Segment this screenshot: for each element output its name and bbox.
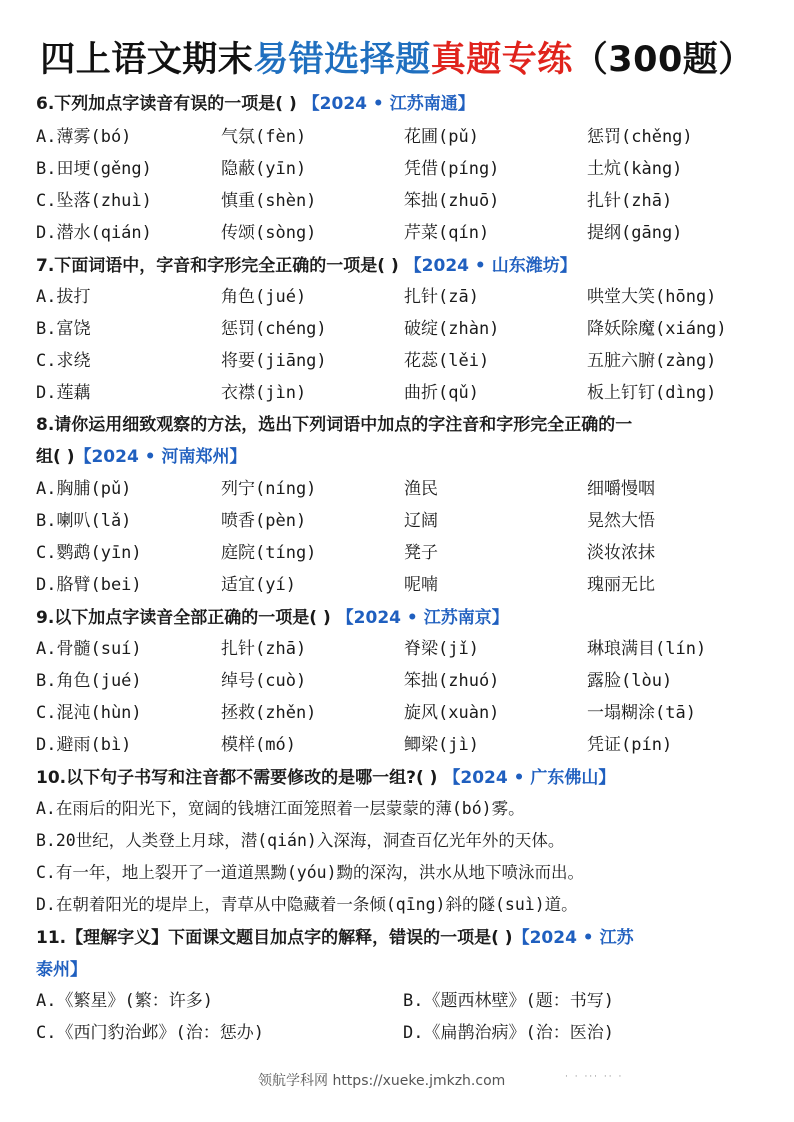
option-row: [36, 730, 766, 760]
option-word: 慎重(shèn): [221, 191, 317, 211]
option-word: D.避雨(bì): [36, 735, 132, 755]
option-word: 花圃(pǔ): [404, 127, 479, 147]
option-row: [36, 666, 766, 696]
sentence-option: A.在雨后的阳光下，宽阔的钱塘江面笼照着一层蒙蒙的薄(bó)雾。: [36, 799, 525, 818]
question-source: 【2024 • 江苏南通】: [302, 94, 475, 114]
option-word: 提纲(gāng): [587, 223, 683, 243]
option-word: 凭证(pín): [587, 735, 673, 755]
option-word: 芹菜(qín): [404, 223, 490, 243]
option-word: 板上钉钉(dìng): [587, 383, 717, 403]
option-row: [36, 154, 766, 184]
footer-watermark: 领航学科网 https://xueke.jmkzh.com: [258, 1073, 506, 1089]
question-text: 组( ): [36, 447, 75, 467]
option-word: C.混沌(hùn): [36, 703, 142, 723]
option-word: B.角色(jué): [36, 671, 142, 691]
question-text: 11.【理解字义】下面课文题目加点字的解释，错误的一项是( ): [36, 928, 513, 948]
option-word: 惩罚(chěng): [587, 127, 693, 147]
question-source: 【2024 • 江苏: [512, 928, 634, 948]
option-row: [36, 122, 766, 152]
option-word: D.胳臂(bei): [36, 575, 142, 595]
option-word: 气氛(fèn): [221, 127, 307, 147]
option-word: 五脏六腑(zàng): [587, 351, 717, 371]
option-word: D.《扁鹊治病》(治：医治): [403, 1023, 614, 1043]
option-word: 笨拙(zhuō): [404, 191, 500, 211]
question-6: [36, 91, 475, 117]
sentence-option: C.有一年，地上裂开了一道道黑黝(yóu)黝的深沟，洪水从地下喷泳而出。: [36, 863, 585, 882]
option-word: A.骨髓(suí): [36, 639, 142, 659]
option-word: A.薄雾(bó): [36, 127, 132, 147]
option-word: 隐蔽(yīn): [221, 159, 307, 179]
sentence-option: D.在朝着阳光的堤岸上，青草从中隐藏着一条倾(qīng)斜的隧(suì)道。: [36, 895, 578, 914]
title-part-2: 易错选择题: [253, 40, 431, 80]
question-source: 【2024 • 江苏南京】: [336, 608, 509, 628]
option-row: [36, 570, 766, 600]
title-part-4: （300题）: [572, 40, 754, 80]
option-word: 笨拙(zhuó): [404, 671, 500, 691]
option-word: A.胸脯(pǔ): [36, 479, 132, 499]
question-text: 9.以下加点字读音全部正确的一项是( ): [36, 608, 331, 628]
option-word: 淡妆浓抹: [587, 543, 655, 563]
option-word: B.田埂(gěng): [36, 159, 152, 179]
option-word: 渔民: [404, 479, 438, 499]
option-word: 适宜(yí): [221, 575, 296, 595]
option-row: [36, 538, 766, 568]
option-word: C.鹦鹉(yīn): [36, 543, 142, 563]
option-word: 凭借(píng): [404, 159, 500, 179]
option-word: 扎针(zā): [404, 287, 479, 307]
question-source: 【2024 • 广东佛山】: [443, 768, 616, 788]
option-word: 细嚼慢咽: [587, 479, 655, 499]
option-row: [36, 506, 766, 536]
option-word: 凳子: [404, 543, 438, 563]
option-word: 喷香(pèn): [221, 511, 307, 531]
option-word: C.求绕: [36, 351, 91, 371]
sentence-option: B.20世纪，人类登上月球，潜(qián)入深海，洞查百亿光年外的天体。: [36, 831, 565, 850]
option-word: A.《繁星》(繁：许多): [36, 991, 213, 1011]
option-row: [36, 218, 766, 248]
option-word: 哄堂大笑(hōng): [587, 287, 717, 307]
option-row: [36, 474, 766, 504]
option-row: [36, 698, 766, 728]
footer-marks: · · ··· ·· ·: [565, 1072, 624, 1082]
option-row: [36, 986, 766, 1016]
option-word: 曲折(qǔ): [404, 383, 479, 403]
option-word: B.富饶: [36, 319, 91, 339]
question-8-cont: [36, 444, 247, 470]
title-part-1: 四上语文期末: [40, 40, 254, 80]
option-row: [36, 634, 766, 664]
option-word: 晃然大悟: [587, 511, 655, 531]
question-7: [36, 253, 577, 279]
option-word: 绰号(cuò): [221, 671, 307, 691]
title-part-3: 真题专练: [430, 40, 573, 80]
option-row: [36, 346, 766, 376]
question-text: 8.请你运用细致观察的方法，选出下列词语中加点的字注音和字形完全正确的一: [36, 415, 633, 435]
question-11: [36, 925, 634, 951]
option-word: 破绽(zhàn): [404, 319, 500, 339]
option-row: [36, 314, 766, 344]
option-word: D.莲藕: [36, 383, 91, 403]
option-word: 呢喃: [404, 575, 438, 595]
option-row: [36, 282, 766, 312]
option-row: [36, 186, 766, 216]
option-word: 列宁(níng): [221, 479, 317, 499]
option-word: 一塌糊涂(tā): [587, 703, 696, 723]
option-word: 鲫梁(jì): [404, 735, 479, 755]
question-text: 7.下面词语中，字音和字形完全正确的一项是( ): [36, 256, 399, 276]
option-word: 扎针(zhā): [221, 639, 307, 659]
option-row: [36, 1018, 766, 1048]
option-word: 传颂(sòng): [221, 223, 317, 243]
option-word: 庭院(tíng): [221, 543, 317, 563]
option-word: C.坠落(zhuì): [36, 191, 152, 211]
option-word: D.潜水(qián): [36, 223, 152, 243]
option-word: 琳琅满目(lín): [587, 639, 707, 659]
option-word: A.拔打: [36, 287, 91, 307]
option-word: 将要(jiāng): [221, 351, 327, 371]
option-word: B.喇叭(lǎ): [36, 511, 132, 531]
option-word: 花蕊(lěi): [404, 351, 490, 371]
question-8: [36, 412, 632, 438]
option-word: 瑰丽无比: [587, 575, 655, 595]
option-word: 模样(mó): [221, 735, 296, 755]
option-word: 降妖除魔(xiáng): [587, 319, 727, 339]
option-word: 拯救(zhěn): [221, 703, 317, 723]
question-10: [36, 765, 615, 791]
question-11-cont: [36, 957, 87, 983]
option-word: C.《西门豹治邺》(治：惩办): [36, 1023, 264, 1043]
option-word: 土炕(kàng): [587, 159, 683, 179]
option-word: 露脸(lòu): [587, 671, 673, 691]
question-text: 10.以下句子书写和注音都不需要修改的是哪一组?( ): [36, 768, 438, 788]
page-title: [0, 36, 794, 84]
option-word: 扎针(zhā): [587, 191, 673, 211]
question-9: [36, 605, 509, 631]
question-text: 6.下列加点字读音有误的一项是( ): [36, 94, 297, 114]
option-word: B.《题西林壁》(题：书写): [403, 991, 614, 1011]
question-source: 【2024 • 河南郑州】: [74, 447, 247, 467]
question-source: 【2024 • 山东潍坊】: [404, 256, 577, 276]
option-word: 惩罚(chéng): [221, 319, 327, 339]
option-row: [36, 378, 766, 408]
option-word: 辽阔: [404, 511, 438, 531]
option-word: 衣襟(jìn): [221, 383, 307, 403]
option-word: 旋风(xuàn): [404, 703, 500, 723]
option-word: 脊梁(jǐ): [404, 639, 479, 659]
question-source: 泰州】: [36, 960, 87, 980]
option-word: 角色(jué): [221, 287, 307, 307]
